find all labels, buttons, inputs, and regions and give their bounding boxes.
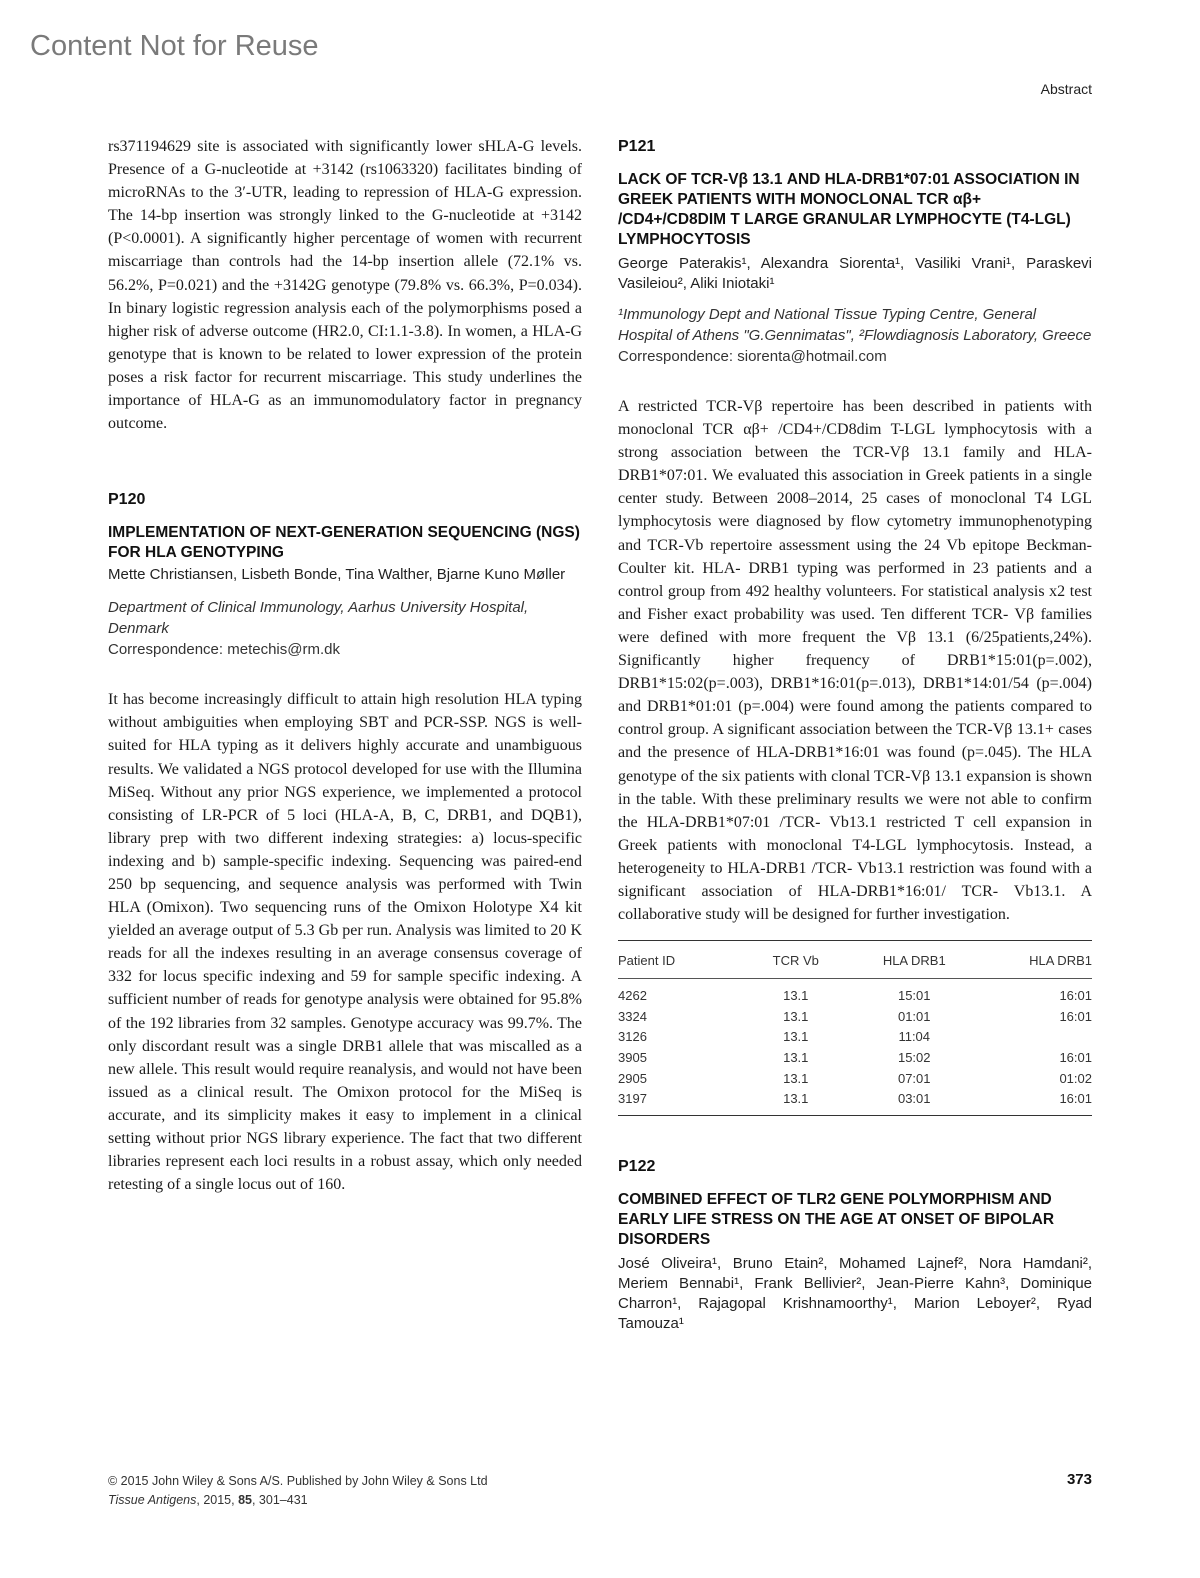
table-cell: 01:01 xyxy=(897,1008,931,1024)
table-row xyxy=(618,1027,1092,1048)
abstract-p120 xyxy=(108,491,582,1196)
abstract-title: IMPLEMENTATION OF NEXT-GENERATION SEQUENCING (NGS) FOR HLA GENOTYPING xyxy=(108,524,580,562)
genotype-table xyxy=(618,940,1092,1116)
affiliation: Department of Clinical Immunology, Aarhus University Hospital, Denmark xyxy=(108,599,529,638)
table-cell: 13.1 xyxy=(783,1050,809,1066)
author-list: George Paterakis¹, Alexandra Siorenta¹, Vasiliki Vrani¹, Paraskevi Vasileiou², Aliki Iniotaki¹ xyxy=(618,255,1092,292)
table-cell xyxy=(974,1027,1093,1048)
table-header: Patient ID xyxy=(618,941,737,979)
journal-volume: 85 xyxy=(238,1493,252,1507)
author-list: Mette Christiansen, Lisbeth Bonde, Tina Walther, Bjarne Kuno Møller xyxy=(108,566,566,584)
table-cell: 13.1 xyxy=(783,1029,809,1045)
table-header: HLA DRB1 xyxy=(974,941,1093,979)
abstract-title: COMBINED EFFECT OF TLR2 GENE POLYMORPHISM AND EARLY LIFE STRESS ON THE AGE AT ONSET OF BIPOLAR DISORDERS xyxy=(618,1191,1055,1249)
abstract-p121 xyxy=(618,138,1092,1116)
abstract-id: P121 xyxy=(618,138,656,155)
footer-citation xyxy=(108,1472,488,1510)
table-cell: 13.1 xyxy=(783,1070,809,1086)
page-number: 373 xyxy=(1066,1471,1092,1488)
running-head: Abstract xyxy=(1040,81,1092,97)
abstract-continuation-text: rs371194629 site is associated with significantly lower sHLA-G levels. Presence of a G-nucleotide at +3142 (rs1063320) facilitates binding of microRNAs to the 3′-UTR, leading to repression of HLA-G expression. The 14-bp insertion was strongly linked to the G-nucleotide at +3142 (P<0.0001). A significantly higher percentage of women with recurrent miscarriage than controls had the 14-bp insertion allele (72.1% vs. 56.2%, P=0.021) and the +3142G genotype (79.8% vs. 66.3%, P=0.034). In binary logistic regression analysis each of the polymorphisms posed a higher risk of adverse outcome (HR2.0, CI:1.1-3.8). In women, a HLA-G genotype that is known to be related to lower expression of the protein poses a risk factor for recurrent miscarriage. This study underlines the importance of HLA-G as an immunomodulatory factor in pregnancy outcome. xyxy=(108,138,582,433)
watermark: Content Not for Reuse xyxy=(30,30,319,62)
table-header-row xyxy=(618,941,1092,979)
table-cell: 16:01 xyxy=(1059,1008,1092,1024)
table-row xyxy=(618,979,1092,1006)
table-row xyxy=(618,1089,1092,1116)
copyright-notice: © 2015 John Wiley & Sons A/S. Published by John Wiley & Sons Ltd xyxy=(108,1474,488,1488)
table-cell: 07:01 xyxy=(897,1070,931,1086)
journal-citation xyxy=(108,1491,488,1510)
table-cell: 03:01 xyxy=(897,1091,931,1107)
correspondence-email: Correspondence: metechis@rm.dk xyxy=(108,641,340,659)
table-cell: 15:01 xyxy=(897,988,931,1003)
table-cell: 11:04 xyxy=(898,1029,931,1045)
table-header: TCR Vb xyxy=(737,941,856,979)
table-cell: 16:01 xyxy=(1059,988,1092,1003)
table-cell: 3197 xyxy=(618,1091,647,1107)
table-cell: 13.1 xyxy=(783,988,809,1003)
table-cell: 4262 xyxy=(618,988,647,1003)
table-header: HLA DRB1 xyxy=(855,941,974,979)
abstract-body: It has become increasingly difficult to attain high resolution HLA typing without ambiguities when employing SBT and PCR-SSP. NGS is well-suited for HLA typing as it delivers highly accurate and unambiguous results. We validated a NGS protocol developed for use with the Illumina MiSeq. Without any prior NGS experience, we implemented a protocol consisting of LR-PCR of 5 loci (HLA-A, B, C, DRB1, and DQB1), library prep with two different indexing strategies: a) locus-specific indexing and b) sample-specific indexing. Sequencing was paired-end 250 bp sequencing, and sequence analysis was performed with Twin HLA (Omixon). Two sequencing runs of the Omixon Holotype X4 kit yielded an average output of 5.3 Gb per run. Analysis was limited to 20 K reads for all the indexes resulting in an average consensus coverage of 332 for locus specific indexing and 59 for sample specific indexing. A sufficient number of reads for genotype analysis were obtained for 95.8% of the 192 libraries from 32 samples. Genotype accuracy was 99.7%. The only discordant result was a single DRB1 allele that was miscalled as a new allele. This result would require reanalysis, and would not have been issued as a clinical result. The Omixon protocol for the MiSeq is accurate, and its simplicity makes it easy to implement in a clinical setting without prior NGS library experience. The fact that two different libraries represent each loci results in a robust assay, which only needed retesting of a single locus out of 160. xyxy=(108,691,582,1194)
right-column xyxy=(618,135,1092,1334)
table-row xyxy=(618,1047,1092,1068)
abstract-id: P122 xyxy=(618,1158,656,1176)
abstract-body: A restricted TCR-Vβ repertoire has been described in patients with monoclonal TCR αβ+ /CD4+/CD8dim T-LGL lymphocytosis with a strong association between the TCR-Vβ 13.1 family and HLA-DRB1*07:01. We evaluated this association in Greek patients in a single center study. Between 2008–2014, 25 cases of monoclonal T4 LGL lymphocytosis were diagnosed by flow cytometry immunophenotyping and TCR-Vb repertoire assessment using the 24 Vb epitope Beckman-Coulter kit. HLA- DRB1 typing was performed in 23 patients and a control group from 492 healthy volunteers. For statistical analysis x2 test and Fisher exact probability was used. Ten different TCR- Vβ families were defined with more frequent the Vβ 13.1 (6/25patients,24%). Significantly higher frequency of DRB1*15:01(p=.002), DRB1*15:02(p=.003), DRB1*16:01(p=.013), DRB1*14:01/54 (p=.004) and DRB1*01:01 (p=.004) were found among the patients compared to control group. A significant association between the TCR-Vβ 13.1+ cases and the presence of HLA-DRB1*16:01 was found (p=.045). The HLA genotype of the six patients with clonal TCR-Vβ 13.1 expansion is shown in the table. With these preliminary results we were not able to confirm the HLA-DRB1*07:01 /TCR- Vb13.1 restricted T cell expansion in Greek patients with monoclonal T4-LGL lymphocytosis. Instead, a heterogeneity to HLA-DRB1 /TCR- Vb13.1 restriction was found with a significant association of HLA-DRB1*16:01/ TCR- Vb13.1. A collaborative study will be designed for further investigation. xyxy=(618,398,1092,924)
left-column xyxy=(108,135,582,1196)
table-row xyxy=(618,1006,1092,1027)
table-cell: 16:01 xyxy=(1059,1050,1092,1066)
table-cell: 3126 xyxy=(618,1029,647,1045)
table-cell: 16:01 xyxy=(1059,1091,1092,1107)
table-cell: 3905 xyxy=(618,1050,647,1066)
journal-year: , 2015, xyxy=(196,1493,239,1507)
abstract-p122 xyxy=(618,1158,1092,1334)
affiliation: ¹Immunology Dept and National Tissue Typing Centre, General Hospital of Athens "G.Gennimatas", ²Flowdiagnosis Laboratory, Greece xyxy=(618,306,1092,344)
table-cell: 13.1 xyxy=(783,1008,809,1024)
table-cell: 01:02 xyxy=(1059,1070,1092,1086)
table-cell: 13.1 xyxy=(783,1091,809,1107)
abstract-id: P120 xyxy=(108,491,146,509)
author-list: José Oliveira¹, Bruno Etain², Mohamed Lajnef², Nora Hamdani², Meriem Bennabi¹, Frank Bellivier², Jean-Pierre Kahn³, Dominique Charron¹, Rajagopal Krishnamoorthy¹, Marion Leboyer², Ryad Tamouza¹ xyxy=(618,1255,1092,1333)
abstract-title: LACK OF TCR-Vβ 13.1 AND HLA-DRB1*07:01 ASSOCIATION IN GREEK PATIENTS WITH MONOCLONAL TCR αβ+ /CD4+/CD8DIM T LARGE GRANULAR LYMPHOCYTE (T4-LGL) LYMPHOCYTOSIS xyxy=(618,171,1080,248)
journal-name: Tissue Antigens xyxy=(108,1493,197,1507)
journal-pages: , 301–431 xyxy=(251,1493,308,1507)
table-cell: 2905 xyxy=(618,1070,647,1086)
table-cell: 3324 xyxy=(618,1008,647,1024)
correspondence-email: Correspondence: siorenta@hotmail.com xyxy=(618,348,887,365)
table-cell: 15:02 xyxy=(897,1050,931,1066)
table-row xyxy=(618,1068,1092,1089)
